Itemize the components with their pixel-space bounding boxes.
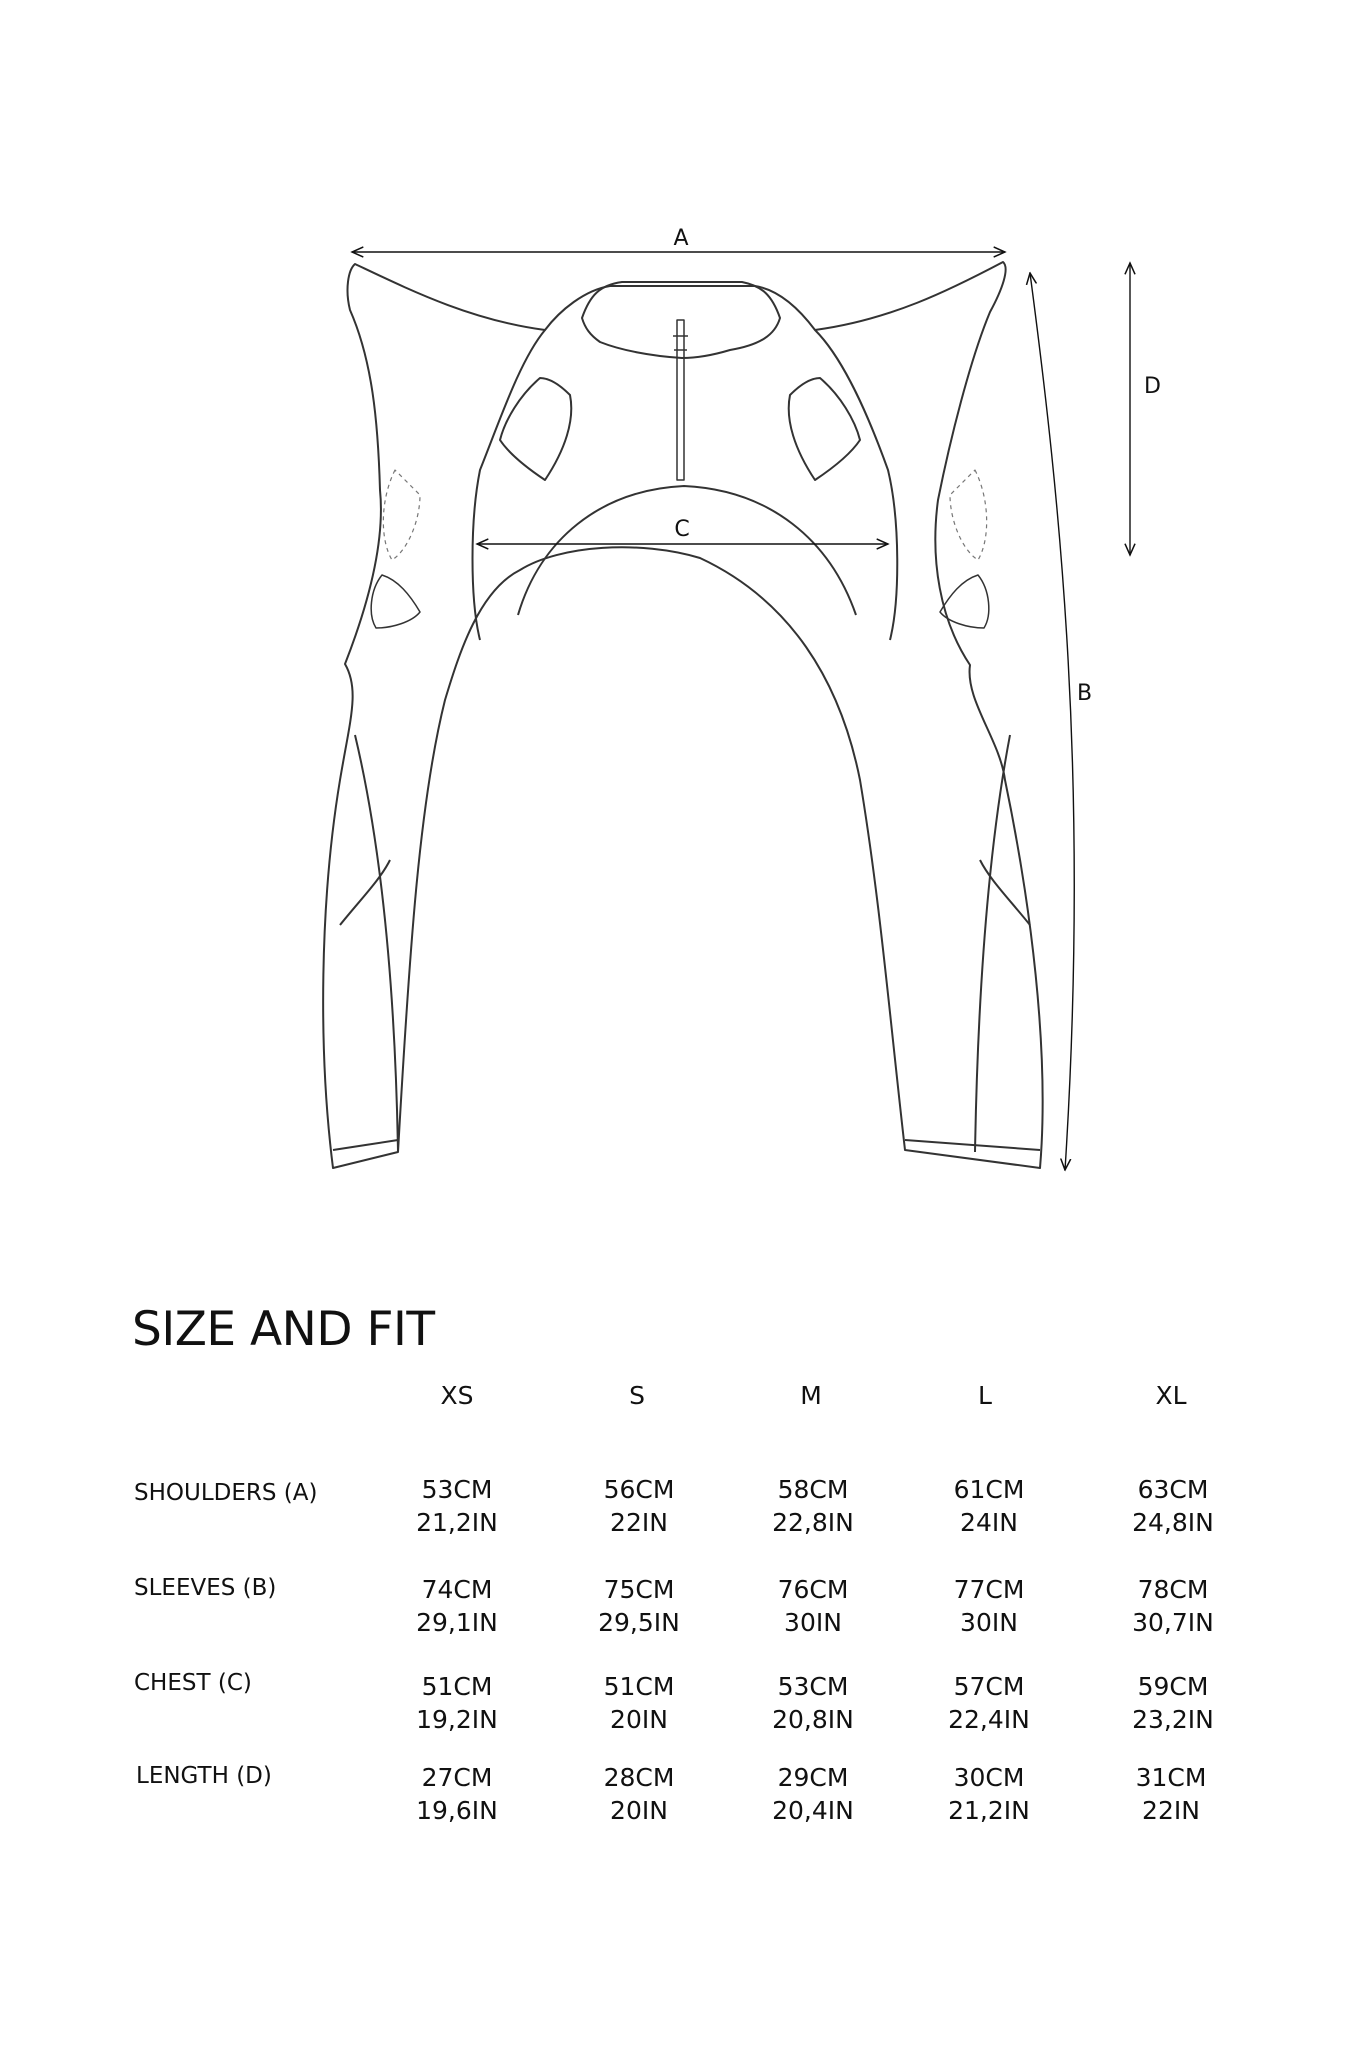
right-sleeve-seam: [975, 735, 1030, 1152]
size-m-header: M: [800, 1381, 822, 1410]
left-elbow-patch: [371, 575, 420, 628]
zipper: [677, 320, 684, 480]
left-cuff: [333, 1140, 398, 1150]
size-table-title: SIZE AND FIT: [132, 1302, 435, 1357]
table-cell: 75CM 29,5IN: [598, 1575, 680, 1637]
left-armhole-stitch: [383, 470, 420, 560]
table-cell: 78CM 30,7IN: [1132, 1575, 1214, 1637]
table-cell: 51CM 20IN: [603, 1672, 675, 1734]
row-label-length: LENGTH (D): [136, 1763, 272, 1789]
size-xs-header: XS: [440, 1381, 474, 1410]
inner-arch: [518, 486, 856, 615]
table-cell: 57CM 22,4IN: [948, 1672, 1030, 1734]
row-label-shoulders: SHOULDERS (A): [134, 1480, 318, 1506]
table-cell: 31CM 22IN: [1135, 1763, 1207, 1825]
table-cell: 74CM 29,1IN: [416, 1575, 498, 1637]
garment-outline: [323, 262, 1042, 1168]
table-cell: 63CM 24,8IN: [1132, 1475, 1214, 1537]
front-yoke: [473, 330, 898, 640]
label-a: A: [673, 226, 689, 251]
table-cell: 53CM 21,2IN: [416, 1475, 498, 1537]
garment-silhouette: [323, 262, 1042, 1168]
size-xl-header: XL: [1155, 1381, 1187, 1410]
size-l-header: L: [978, 1381, 992, 1410]
table-cell: 56CM 22IN: [603, 1475, 675, 1537]
table-cell: 76CM 30IN: [777, 1575, 849, 1637]
size-s-header: S: [629, 1381, 645, 1410]
row-label-sleeves: SLEEVES (B): [134, 1575, 277, 1601]
dimension-arrows: [352, 252, 1130, 1170]
row-label-chest: CHEST (C): [134, 1670, 252, 1696]
label-d: D: [1144, 374, 1161, 399]
table-cell: 59CM 23,2IN: [1132, 1672, 1214, 1734]
table-cell: 58CM 22,8IN: [772, 1475, 854, 1537]
table-cell: 61CM 24IN: [953, 1475, 1025, 1537]
right-armhole-stitch: [950, 470, 987, 560]
table-cell: 28CM 20IN: [603, 1763, 675, 1825]
table-cell: 51CM 19,2IN: [416, 1672, 498, 1734]
left-sleeve-seam: [340, 735, 398, 1152]
arrow-b: [1030, 273, 1074, 1170]
label-c: C: [674, 517, 690, 542]
label-b: B: [1077, 681, 1093, 706]
table-cell: 27CM 19,6IN: [416, 1763, 498, 1825]
right-cuff: [905, 1140, 1040, 1150]
table-cell: 30CM 21,2IN: [948, 1763, 1030, 1825]
table-cell: 53CM 20,8IN: [772, 1672, 854, 1734]
right-panel: [789, 378, 860, 480]
table-cell: 29CM 20,4IN: [772, 1763, 854, 1825]
table-cell: 77CM 30IN: [953, 1575, 1025, 1637]
